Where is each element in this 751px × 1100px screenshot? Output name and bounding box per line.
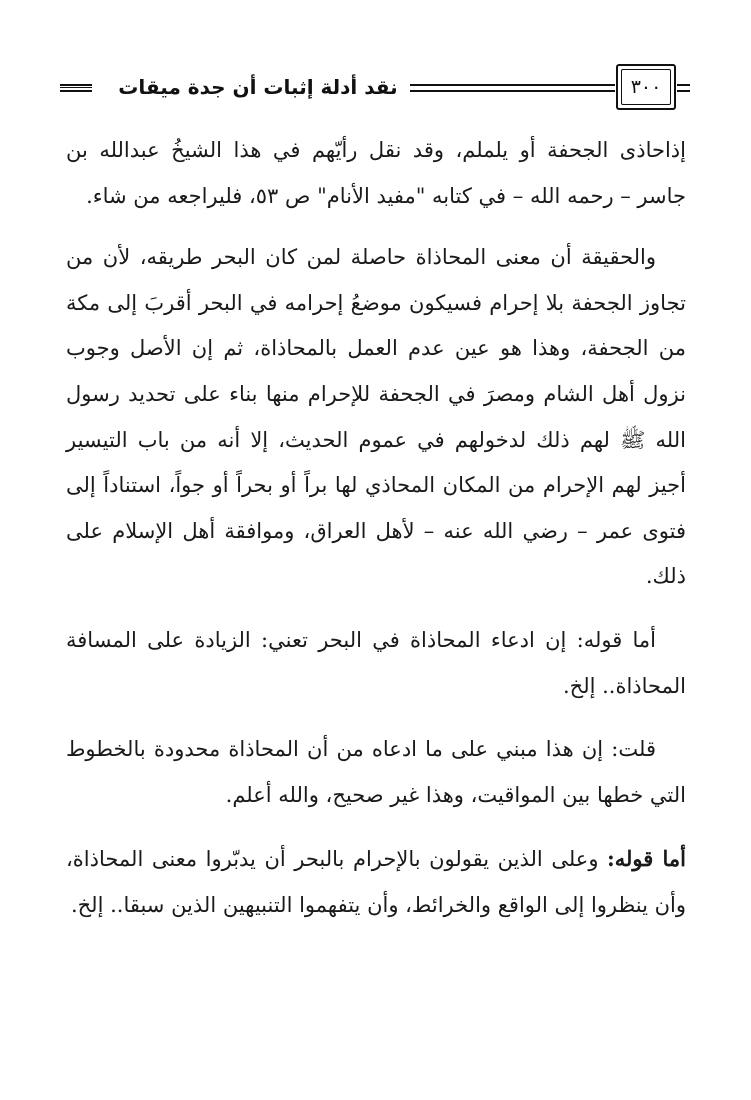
page-number-frame: [616, 64, 676, 110]
header-rule-middle: [410, 84, 615, 92]
paragraph-1: إذاحاذى الجحفة أو يلملم، وقد نقل رأيّهم في هذا الشيخُ عبدالله بن جاسر – رحمه الله – في كتابه "مفيد الأنام" ص ٥٣، فليراجعه من شاء.: [66, 138, 686, 208]
running-title: نقد أدلة إثبات أن جدة ميقات: [118, 75, 398, 99]
page-header: [60, 60, 690, 118]
paragraph-3: أما قوله: إن ادعاء المحاذاة في البحر تعني: الزيادة على المسافة المحاذاة.. إلخ.: [66, 627, 686, 698]
paragraph-5-lead: أما قوله:: [607, 846, 686, 872]
paragraph-4: قلت: إن هذا مبني على ما ادعاه من أن المحاذاة محدودة بالخطوط التي خطها بين المواقيت، وهذا غير صحيح، والله أعلم.: [66, 737, 686, 807]
body-text: [66, 128, 686, 947]
paragraph-2: والحقيقة أن معنى المحاذاة حاصلة لمن كان البحر طريقه، لأن من تجاوز الجحفة بلا إحرام فسيكون موضعُ إحرامه في البحر أقربَ إلى مكة من الجحفة، وهذا هو عين عدم العمل بالمحاذاة، ثم إن الأصل وجوب نزول أهل الشام ومصرَ في الجحفة للإحرام منها بناء على تحديد رسول الله ﷺ لهم ذلك لدخولهم في عموم الحديث، إلا أنه من باب التيسير أجيز لهم الإحرام من المكان المحاذي لها براً أو بحراً أو جواً، استناداً إلى فتوى عمر – رضي الله عنه – لأهل العراق، وموافقة أهل الإسلام على ذلك.: [66, 245, 686, 589]
paragraph-5: [66, 836, 686, 928]
paragraph-5-text: وعلى الذين يقولون بالإحرام بالبحر أن يدبّروا معنى المحاذاة، وأن ينظروا إلى الواقع والخرائط، وأن يتفهموا التنبيهين الذين سبقا.. إلخ.: [66, 847, 686, 917]
header-rule-right: [677, 84, 690, 92]
page-number: ٣٠٠: [630, 76, 662, 98]
header-rule-left: [60, 84, 92, 92]
